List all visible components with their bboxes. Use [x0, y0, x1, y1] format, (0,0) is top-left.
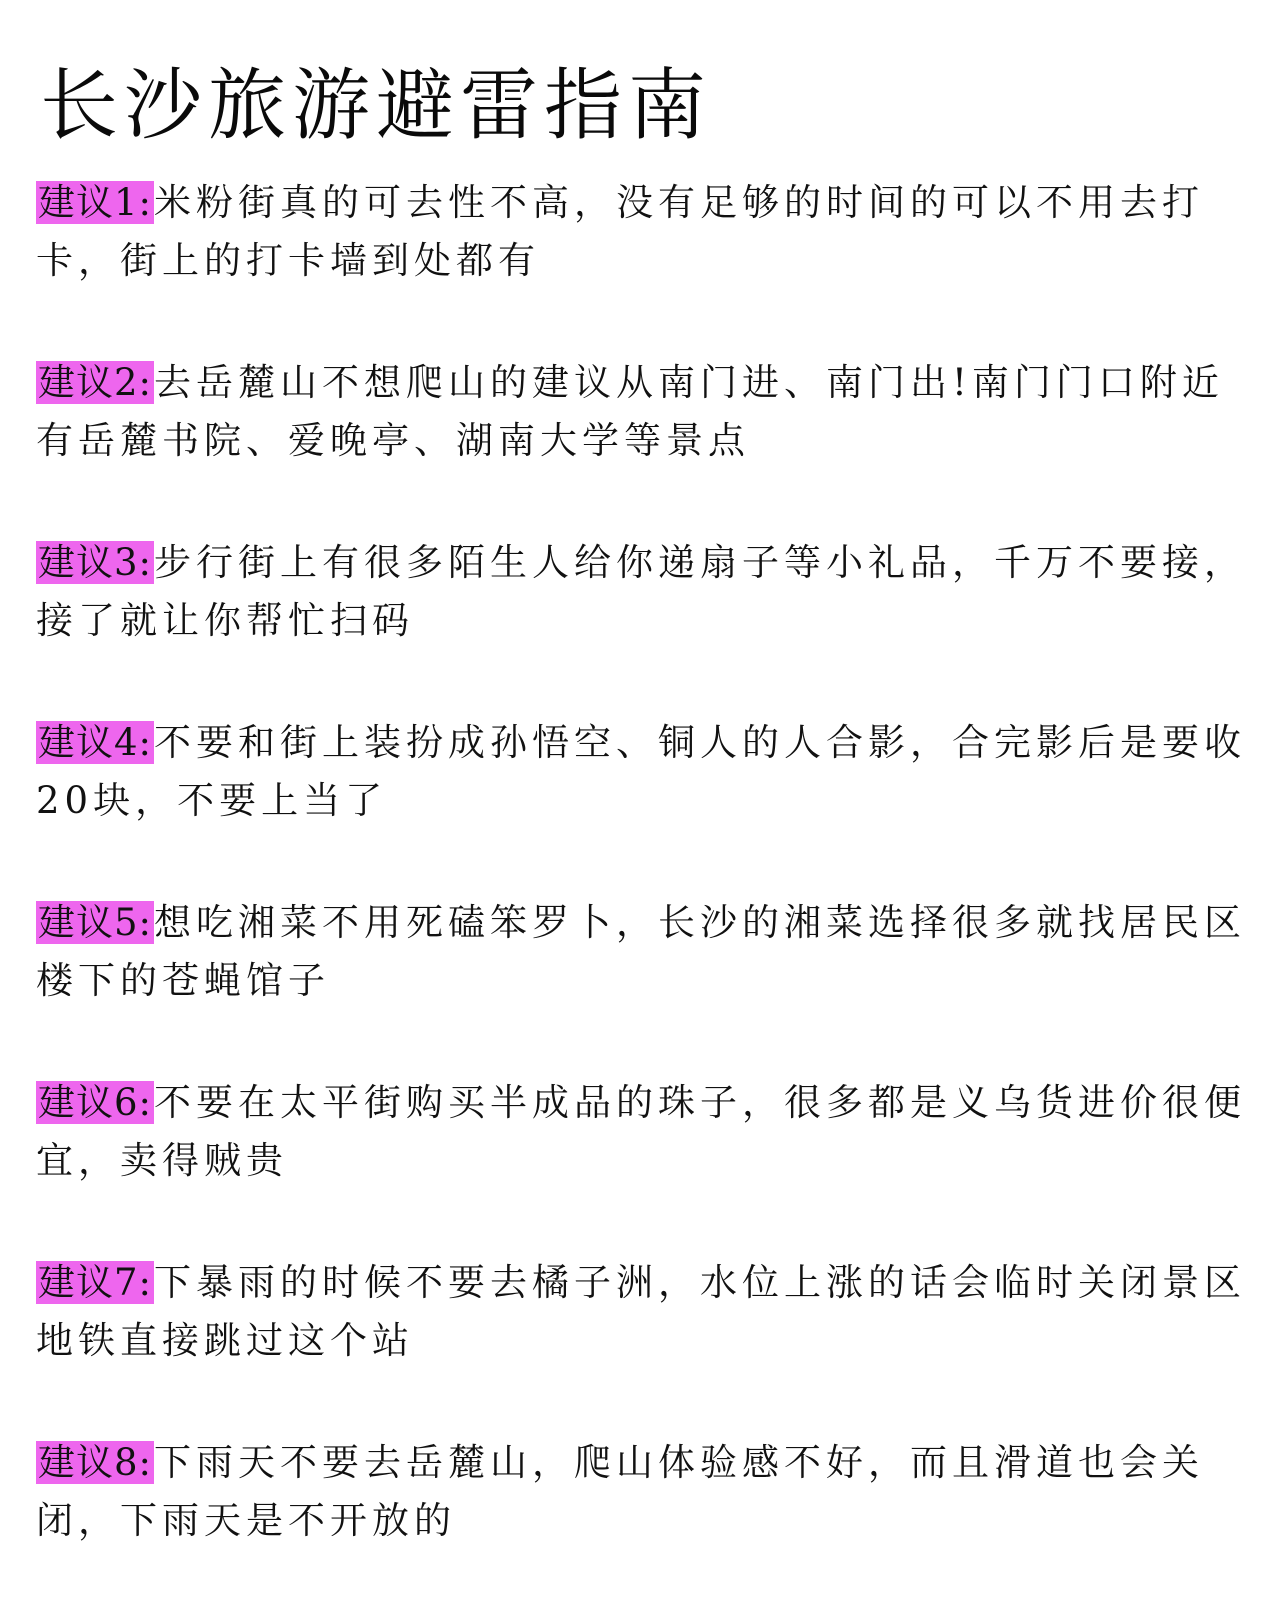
tip-item-2 — [36, 354, 1246, 470]
tip-label: 建议7: — [38, 1261, 153, 1304]
tip-item-6 — [36, 1074, 1246, 1190]
tip-label: 建议2: — [38, 361, 153, 404]
tip-item-3 — [36, 534, 1246, 650]
tip-text: 不要和街上装扮成孙悟空、铜人的人合影，合完影后是要收20块，不要上当了 — [36, 721, 1247, 822]
tip-item-7 — [36, 1254, 1246, 1370]
tip-item-4 — [36, 714, 1246, 830]
tip-text: 下暴雨的时候不要去橘子洲，水位上涨的话会临时关闭景区地铁直接跳过这个站 — [36, 1261, 1247, 1362]
tip-item-1 — [36, 174, 1246, 290]
page-title: 长沙旅游避雷指南 — [40, 61, 713, 151]
tip-label: 建议4: — [38, 721, 153, 764]
tip-text: 米粉街真的可去性不高，没有足够的时间的可以不用去打卡，街上的打卡墙到处都有 — [36, 181, 1205, 282]
tip-text: 不要在太平街购买半成品的珠子，很多都是义乌货进价很便宜，卖得贼贵 — [36, 1081, 1247, 1182]
tip-text: 下雨天不要去岳麓山，爬山体验感不好，而且滑道也会关闭，下雨天是不开放的 — [36, 1441, 1205, 1542]
tip-label: 建议6: — [38, 1081, 153, 1124]
tip-text: 想吃湘菜不用死磕笨罗卜，长沙的湘菜选择很多就找居民区楼下的苍蝇馆子 — [36, 901, 1247, 1002]
tip-label: 建议5: — [38, 901, 153, 944]
tips-list — [36, 174, 1247, 1550]
tip-text: 去岳麓山不想爬山的建议从南门进、南门出!南门门口附近有岳麓书院、爱晚亭、湖南大学等景点 — [36, 361, 1224, 462]
tip-text: 步行街上有很多陌生人给你递扇子等小礼品，千万不要接，接了就让你帮忙扫码 — [36, 541, 1247, 642]
tip-item-5 — [36, 894, 1246, 1010]
tip-label: 建议3: — [38, 541, 153, 584]
tip-label: 建议8: — [38, 1441, 153, 1484]
tip-item-8 — [36, 1434, 1246, 1550]
tip-label: 建议1: — [38, 181, 153, 224]
